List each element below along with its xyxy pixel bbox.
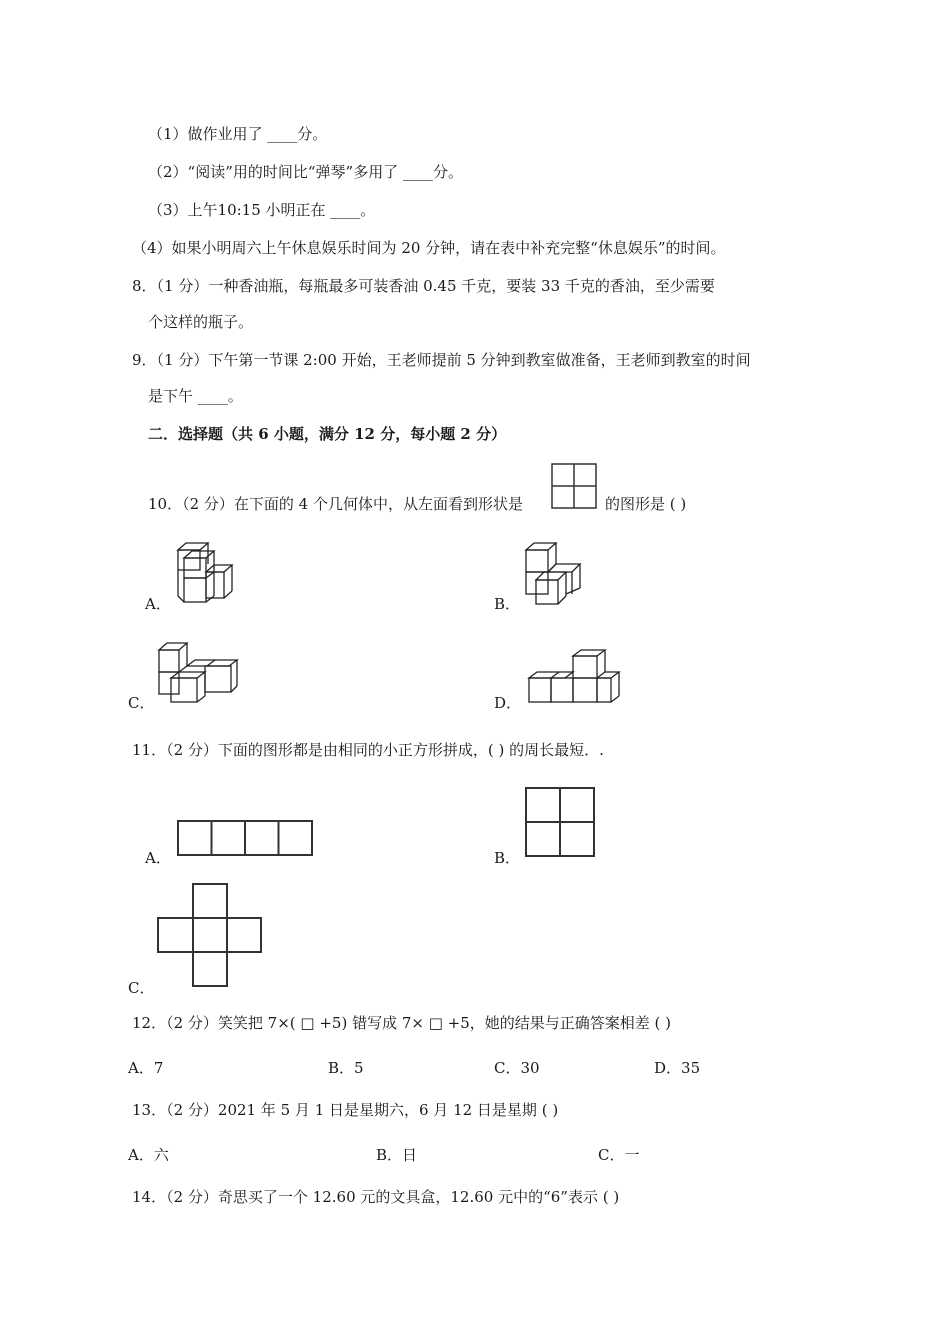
q13-option-a[interactable]: A．六	[128, 1146, 169, 1164]
q10-stem-after: 的图形是 ( )	[605, 495, 687, 513]
q10-left-view-figure	[551, 463, 597, 509]
q12-option-c[interactable]: C．30	[494, 1059, 540, 1077]
q14-stem: 14．（2 分）奇思买了一个 12.60 元的文具盒，12.60 元中的“6”表示 ( )	[132, 1188, 620, 1206]
q10-option-c-figure[interactable]	[155, 640, 245, 708]
q11-stem: 11．（2 分）下面的图形都是由相同的小正方形拼成，( ) 的周长最短．.	[132, 741, 604, 759]
q11-option-c-figure[interactable]	[156, 882, 264, 988]
section-2-title: 二．选择题（共 6 小题，满分 12 分，每小题 2 分）	[148, 425, 507, 443]
q7-sub4: （4）如果小明周六上午休息娱乐时间为 20 分钟，请在表中补充完整“休息娱乐”的时间。	[132, 239, 726, 257]
q12-option-b[interactable]: B．5	[328, 1059, 364, 1077]
q10-option-d-figure[interactable]	[527, 648, 623, 706]
q8-line2: 个这样的瓶子。	[148, 313, 254, 331]
q10-stem-before: 10．（2 分）在下面的 4 个几何体中，从左面看到形状是	[148, 495, 523, 513]
q13-option-b[interactable]: B．日	[376, 1146, 418, 1164]
q10-option-c-label[interactable]: C．	[128, 694, 155, 712]
q13-option-c[interactable]: C．一	[598, 1146, 640, 1164]
q11-option-b-figure[interactable]	[524, 786, 596, 858]
q11-option-a-label[interactable]: A．	[145, 849, 171, 867]
q12-option-a[interactable]: A．7	[128, 1059, 164, 1077]
q8-line1: 8．（1 分）一种香油瓶，每瓶最多可装香油 0.45 千克，要装 33 千克的香油，至少需要	[132, 277, 715, 295]
q10-option-b-label[interactable]: B．	[494, 595, 521, 613]
q9-line2: 是下午 ____。	[148, 387, 243, 405]
q10-option-b-figure[interactable]	[522, 540, 588, 610]
q10-option-a-label[interactable]: A．	[145, 595, 171, 613]
q12-stem: 12．（2 分）笑笑把 7×( □ +5) 错写成 7× □ +5，她的结果与正确答案相差 ( )	[132, 1014, 672, 1032]
q11-option-c-label[interactable]: C．	[128, 979, 155, 997]
q7-sub1: （1）做作业用了 ____分。	[148, 125, 328, 143]
q10-option-a-figure[interactable]	[170, 540, 240, 610]
q13-stem: 13．（2 分）2021 年 5 月 1 日是星期六，6 月 12 日是星期 ( )	[132, 1101, 559, 1119]
q12-option-d[interactable]: D．35	[654, 1059, 701, 1077]
q11-option-a-figure[interactable]	[176, 819, 316, 857]
q7-sub2: （2）“阅读”用的时间比“弹琴”多用了 ____分。	[148, 163, 463, 181]
q10-option-d-label[interactable]: D．	[494, 694, 522, 712]
q9-line1: 9．（1 分）下午第一节课 2:00 开始，王老师提前 5 分钟到教室做准备，王老师到教室的时间	[132, 351, 751, 369]
q7-sub3: （3）上午10:15 小明正在 ____。	[148, 201, 376, 219]
q11-option-b-label[interactable]: B．	[494, 849, 521, 867]
